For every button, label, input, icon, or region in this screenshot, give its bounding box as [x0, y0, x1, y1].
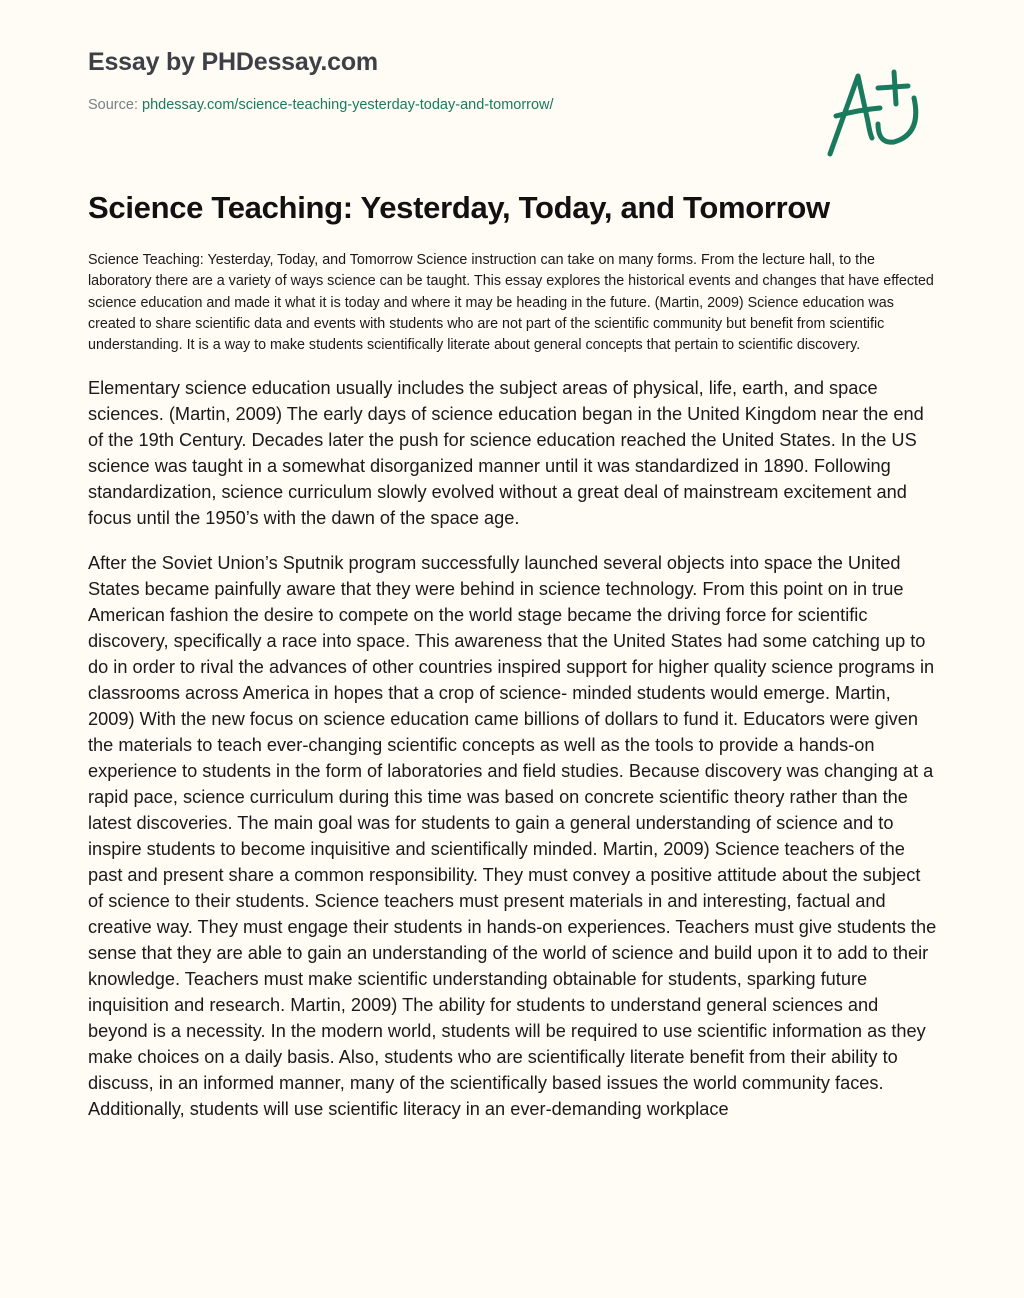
essay-body [88, 250, 940, 1141]
a-plus-grade-icon [822, 64, 932, 164]
document-title: Science Teaching: Yesterday, Today, and Tomorrow [88, 190, 830, 225]
source-label: Source: [88, 97, 142, 113]
body-paragraph-1: Elementary science education usually includes the subject areas of physical, life, earth, and space sciences. (Martin, 2009) The early days of science education began in the United Kingdom near the end of the 19th Century. Decades later the push for science education reached the United States. In the US science was taught in a somewhat disorganized manner until it was standardized in 1890. Following standardization, science curriculum slowly evolved without a great deal of mainstream excitement and focus until the 1950’s with the dawn of the space age. [88, 378, 924, 529]
source-link[interactable]: phdessay.com/science-teaching-yesterday-today-and-tomorrow/ [142, 97, 554, 113]
site-title: Essay by PHDessay.com [88, 48, 378, 76]
intro-paragraph: Science Teaching: Yesterday, Today, and Tomorrow Science instruction can take on many forms. From the lecture hall, to the laboratory there are a variety of ways science can be taught. This essay explores the historical events and changes that have effected science education and made it what it is today and where it may be heading in the future. (Martin, 2009) Science education was created to share scientific data and events with students who are not part of the scientific community but benefit from scientific understanding. It is a way to make students scientifically literate about general concepts that pertain to scientific discovery. [88, 252, 934, 354]
body-paragraph-2: After the Soviet Union’s Sputnik program successfully launched several objects into space the United States became painfully aware that they were behind in science technology. From this point on in true American fashion the desire to compete on the world stage became the driving force for scientific discovery, specifically a race into space. This awareness that the United States had some catching up to do in order to rival the advances of other countries inspired support for higher quality science programs in classrooms across America in hopes that a crop of science- minded students would emerge. Martin, 2009) With the new focus on science education came billions of dollars to fund it. Educators were given the materials to teach ever-changing scientific concepts as well as the tools to provide a hands-on experience to students in the form of laboratories and field studies. Because discovery was changing at a rapid pace, science curriculum during this time was based on concrete scientific theory rather than the latest discoveries. The main goal was for students to gain a general understanding of science and to inspire students to become inquisitive and scientifically minded. Martin, 2009) Science teachers of the past and present share a common responsibility. They must convey a positive attitude about the subject of science to their students. Science teachers must present materials in and interesting, factual and creative way. They must engage their students in hands-on experiences. Teachers must give students the sense that they are able to gain an understanding of the world of science and build upon it to add to their knowledge. Teachers must make scientific understanding obtainable for students, sparking future inquisition and research. Martin, 2009) The ability for students to understand general sciences and beyond is a necessity. In the modern world, students will be required to use scientific information as they make choices on a daily basis. Also, students who are scientifically literate benefit from their ability to discuss, in an informed manner, many of the scientifically based issues the world community faces. Additionally, students will use scientific literacy in an ever-demanding workplace [88, 553, 937, 1120]
source-line [88, 97, 554, 113]
page-header [88, 48, 554, 113]
